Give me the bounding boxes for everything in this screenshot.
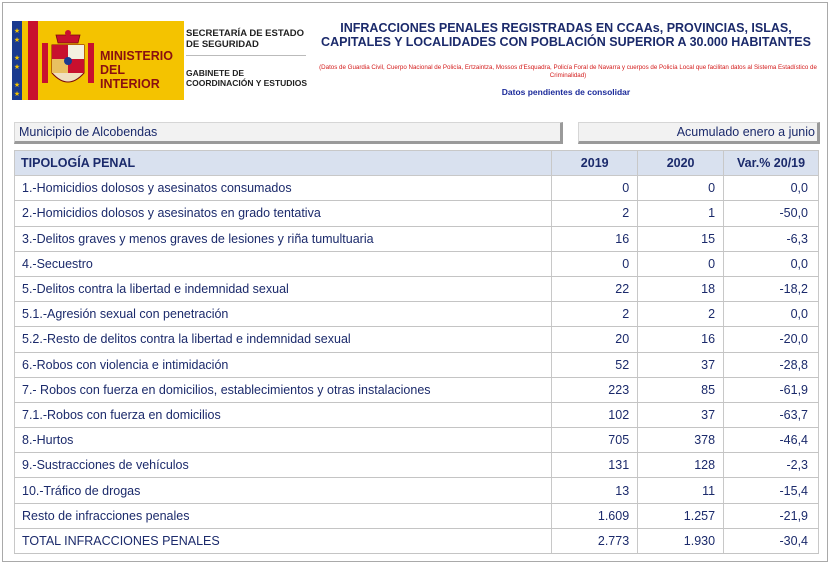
- table-row: [15, 276, 819, 301]
- row-label: 10.-Tráfico de drogas: [15, 478, 552, 503]
- table-row: [15, 327, 819, 352]
- report-title: INFRACCIONES PENALES REGISTRADAS EN CCAAs, PROVINCIAS, ISLAS, CAPITALES Y LOCALIDADES CON POBLACIÓN SUPERIOR A 30.000 HABITANTES: [321, 21, 811, 49]
- col-header-variation: Var.% 20/19: [724, 151, 819, 176]
- value-2019: 22: [552, 276, 638, 301]
- value-variation: -2,3: [724, 453, 819, 478]
- value-variation: -61,9: [724, 377, 819, 402]
- total-row: [15, 528, 819, 553]
- secretaria-label: SECRETARÍA DE ESTADO DE SEGURIDAD: [186, 28, 305, 50]
- value-variation: -6,3: [724, 226, 819, 251]
- value-2019: 2.773: [552, 528, 638, 553]
- col-header-2019: 2019: [552, 151, 638, 176]
- value-2019: 20: [552, 327, 638, 352]
- value-2019: 0: [552, 251, 638, 276]
- table-header-row: [15, 151, 819, 176]
- value-2020: 0: [638, 251, 724, 276]
- value-2019: 16: [552, 226, 638, 251]
- row-label: TOTAL INFRACCIONES PENALES: [15, 528, 552, 553]
- value-variation: 0,0: [724, 251, 819, 276]
- col-header-2020: 2020: [638, 151, 724, 176]
- value-2020: 18: [638, 276, 724, 301]
- table-row: [15, 402, 819, 427]
- value-2019: 1.609: [552, 503, 638, 528]
- pending-note: Datos pendientes de consolidar: [501, 87, 631, 97]
- row-label: 9.-Sustracciones de vehículos: [15, 453, 552, 478]
- value-2019: 223: [552, 377, 638, 402]
- row-label: 5.2.-Resto de delitos contra la libertad e indemnidad sexual: [15, 327, 552, 352]
- value-2020: 0: [638, 176, 724, 201]
- table-row: [15, 352, 819, 377]
- value-2020: 2: [638, 302, 724, 327]
- value-2019: 2: [552, 201, 638, 226]
- value-2019: 2: [552, 302, 638, 327]
- value-2020: 1: [638, 201, 724, 226]
- value-variation: -28,8: [724, 352, 819, 377]
- periodo-box: Acumulado enero a junio: [578, 122, 820, 144]
- value-2019: 131: [552, 453, 638, 478]
- row-label: 7.- Robos con fuerza en domicilios, establecimientos y otras instalaciones: [15, 377, 552, 402]
- value-2019: 0: [552, 176, 638, 201]
- value-variation: -15,4: [724, 478, 819, 503]
- value-variation: -18,2: [724, 276, 819, 301]
- table-row: [15, 478, 819, 503]
- value-variation: -21,9: [724, 503, 819, 528]
- value-2020: 1.930: [638, 528, 724, 553]
- value-2019: 102: [552, 402, 638, 427]
- value-variation: -46,4: [724, 428, 819, 453]
- table-row: [15, 226, 819, 251]
- row-label: 2.-Homicidios dolosos y asesinatos en grado tentativa: [15, 201, 552, 226]
- value-2019: 13: [552, 478, 638, 503]
- value-variation: 0,0: [724, 176, 819, 201]
- row-label: 8.-Hurtos: [15, 428, 552, 453]
- divider: [186, 55, 306, 56]
- value-variation: -30,4: [724, 528, 819, 553]
- value-2020: 37: [638, 402, 724, 427]
- row-label: 5.1.-Agresión sexual con penetración: [15, 302, 552, 327]
- ministerio-label: MINISTERIO DEL INTERIOR: [100, 49, 173, 91]
- value-variation: -63,7: [724, 402, 819, 427]
- spain-flag-icon: ★ ★ ★ ★ ★ ★: [12, 21, 38, 100]
- row-label: 1.-Homicidios dolosos y asesinatos consumados: [15, 176, 552, 201]
- value-2020: 128: [638, 453, 724, 478]
- gabinete-label: GABINETE DE COORDINACIÓN Y ESTUDIOS: [186, 68, 308, 88]
- value-2020: 1.257: [638, 503, 724, 528]
- row-label: 4.-Secuestro: [15, 251, 552, 276]
- value-2020: 85: [638, 377, 724, 402]
- value-2020: 16: [638, 327, 724, 352]
- value-2019: 705: [552, 428, 638, 453]
- coat-of-arms-icon: [40, 29, 96, 95]
- row-label: 3.-Delitos graves y menos graves de lesiones y riña tumultuaria: [15, 226, 552, 251]
- value-variation: -50,0: [724, 201, 819, 226]
- value-2020: 378: [638, 428, 724, 453]
- crime-table: [14, 150, 819, 554]
- col-header-tipologia: TIPOLOGÍA PENAL: [15, 151, 552, 176]
- row-label: 5.-Delitos contra la libertad e indemnidad sexual: [15, 276, 552, 301]
- value-variation: -20,0: [724, 327, 819, 352]
- row-label: 7.1.-Robos con fuerza en domicilios: [15, 402, 552, 427]
- table-row: [15, 503, 819, 528]
- ministry-logo: [12, 21, 184, 100]
- data-sources-note: (Datos de Guardia Civil, Cuerpo Nacional de Policía, Ertzaintza, Mossos d'Esquadra, Policía Foral de Navarra y cuerpos de Policía Local que facilitan datos al Sistema Estadístico de Criminalidad): [319, 64, 817, 79]
- table-row: [15, 251, 819, 276]
- value-2020: 11: [638, 478, 724, 503]
- table-row: [15, 176, 819, 201]
- value-2019: 52: [552, 352, 638, 377]
- table-row: [15, 302, 819, 327]
- municipio-box: Municipio de Alcobendas: [14, 122, 563, 144]
- table-row: [15, 377, 819, 402]
- row-label: Resto de infracciones penales: [15, 503, 552, 528]
- row-label: 6.-Robos con violencia e intimidación: [15, 352, 552, 377]
- table-row: [15, 428, 819, 453]
- value-2020: 37: [638, 352, 724, 377]
- value-variation: 0,0: [724, 302, 819, 327]
- table-row: [15, 453, 819, 478]
- table-row: [15, 201, 819, 226]
- value-2020: 15: [638, 226, 724, 251]
